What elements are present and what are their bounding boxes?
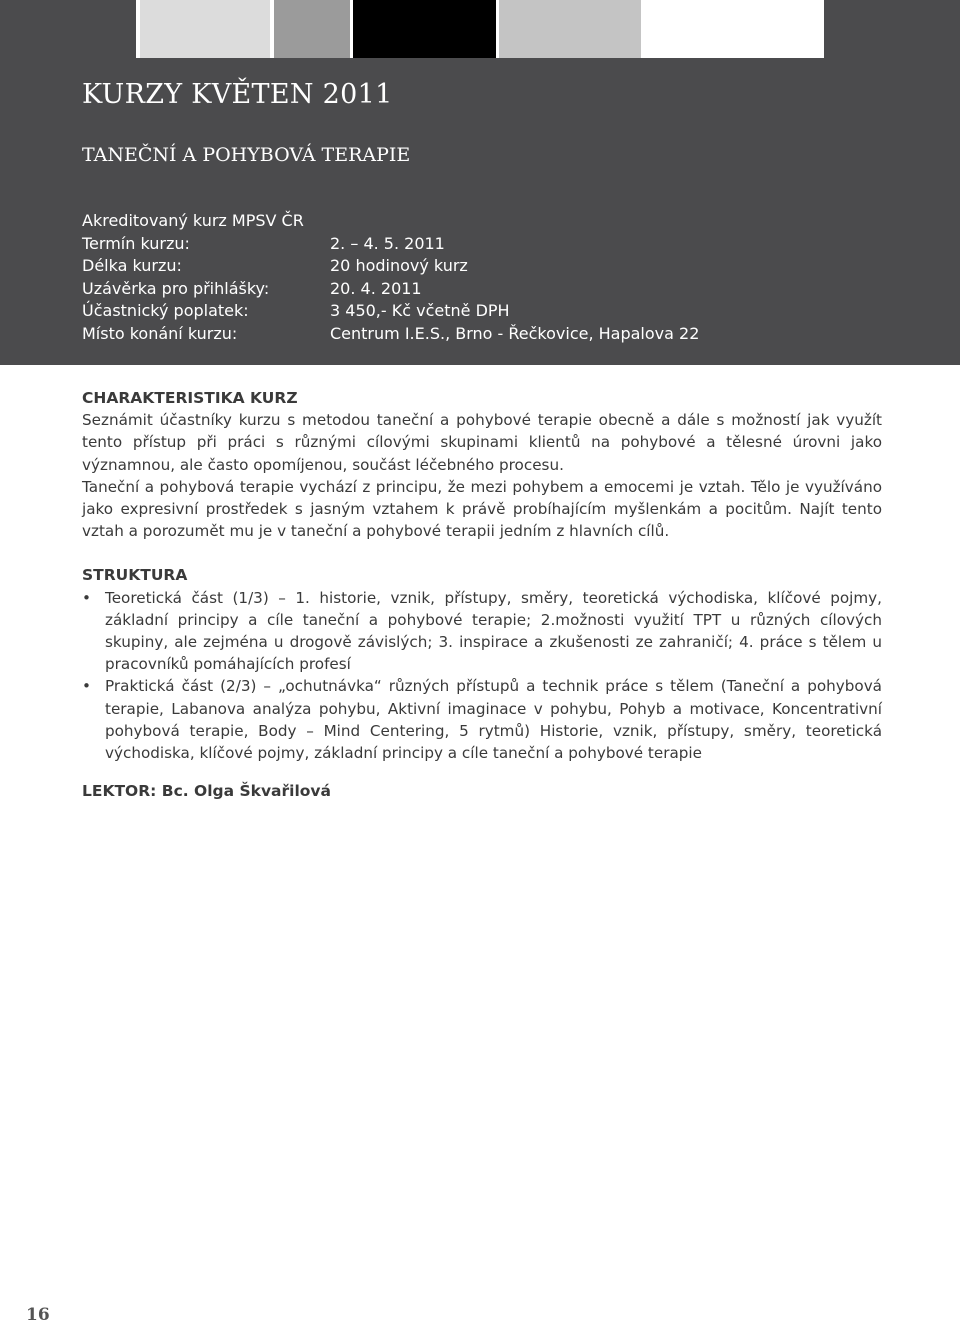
list-item xyxy=(82,587,882,676)
info-value: 20. 4. 2011 xyxy=(330,278,422,298)
info-label: Délka kurzu: xyxy=(82,256,182,275)
info-label: Termín kurzu: xyxy=(82,233,190,253)
structure-list xyxy=(82,587,882,765)
info-label: Místo konání kurzu: xyxy=(82,323,238,343)
bar-segment xyxy=(140,0,270,58)
bar-segment xyxy=(499,0,641,58)
header-banner xyxy=(0,58,960,365)
lector: LEKTOR: Bc. Olga Škvařilová xyxy=(82,782,331,800)
course-subtitle: TANEČNÍ A POHYBOVÁ TERAPIE xyxy=(82,144,411,166)
info-value: 20 hodinový kurz xyxy=(330,256,468,275)
list-item xyxy=(82,675,882,764)
info-value: 2. – 4. 5. 2011 xyxy=(330,233,445,253)
bullet-icon: • xyxy=(82,588,91,607)
page-number: 16 xyxy=(26,1305,50,1325)
bar-segment xyxy=(353,0,496,58)
bar-segment xyxy=(274,0,350,58)
characteristics-paragraph: Taneční a pohybová terapie vychází z principu, že mezi pohybem a emocemi je vztah. Tělo je využíváno jako expresivní prostředek s jasným vztahem k právě probíhajícím myšlenkám a pocitům. Najít tento vztah a porozumět mu je v taneční a pohybové terapii jedním z hlavních cílů. xyxy=(82,477,882,541)
characteristics-heading: CHARAKTERISTIKA KURZ xyxy=(82,389,298,407)
structure-heading: STRUKTURA xyxy=(82,566,188,585)
page-title: KURZY KVĚTEN 2011 xyxy=(82,79,393,110)
spacer xyxy=(82,542,882,564)
main-content xyxy=(82,387,882,764)
info-label: Uzávěrka pro přihlášky: xyxy=(82,278,270,298)
characteristics-paragraph: Seznámit účastníky kurzu s metodou taneční a pohybové terapie obecně a dále s možností jak využít tento přístup při práci s různými cílovými skupinami klientů na pohybové a tělesné úrovni jako významnou, ale často opomíjenou, součást léčebného procesu. xyxy=(82,411,882,474)
bar-segment xyxy=(0,0,136,58)
top-color-bar xyxy=(0,0,960,58)
accreditation-text: Akreditovaný kurz MPSV ČR xyxy=(82,211,304,230)
list-item-text: Praktická část (2/3) – „ochutnávka“ různých přístupů a technik práce s tělem (Taneční a pohybová terapie, Labanova analýza pohybu, Aktivní imaginace v pohybu, Pohyb a motivace, Koncentrativní pohybová terapie, Body – Mind Centering, 5 rytmů) Historie, vznik, přístupy, směry, teoretická východiska, klíčové pojmy, základní principy a cíle taneční a pohybové terapie xyxy=(105,677,882,763)
info-label: Účastnický poplatek: xyxy=(82,301,249,320)
bullet-icon: • xyxy=(82,677,91,696)
info-value: 3 450,- Kč včetně DPH xyxy=(330,301,510,320)
info-value: Centrum I.E.S., Brno - Řečkovice, Hapalova 22 xyxy=(330,323,700,343)
list-item-text: Teoretická část (1/3) – 1. historie, vznik, přístupy, směry, teoretická východiska, klíčové pojmy, základní principy a cíle taneční a pohybové terapie; 2.možnosti využití TPT u různých cílových skupiny, ale zejména u drogově závislých; 3. inspirace a zkušenosti ze zahraničí; 4. práce s tělem u pracovníků pomáhajících profesí xyxy=(105,588,882,674)
bar-segment xyxy=(641,0,824,58)
bar-segment xyxy=(824,0,960,58)
